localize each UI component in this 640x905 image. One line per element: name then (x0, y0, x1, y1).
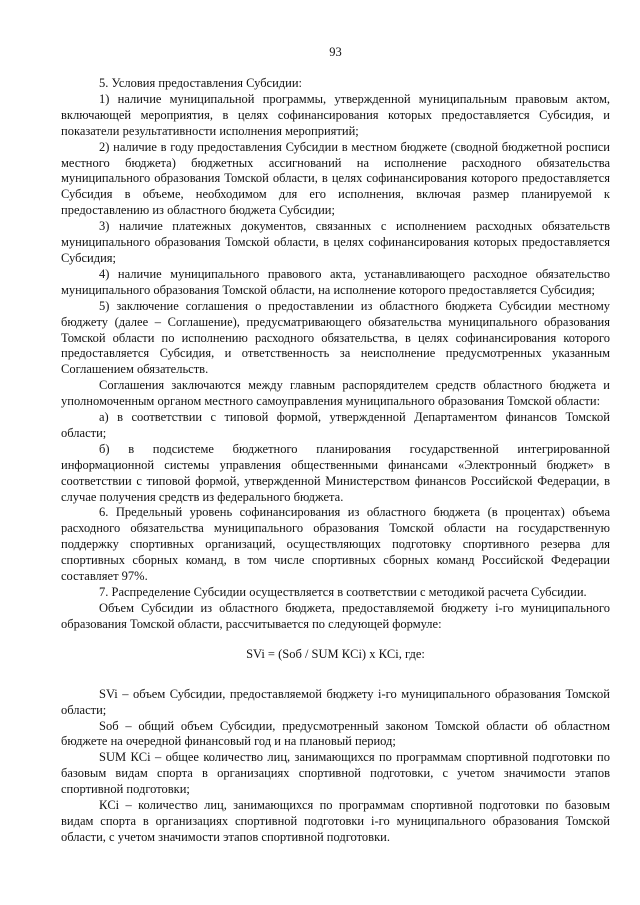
formula: SVi = (Sоб / SUM КCi) x КCi, где: (246, 646, 425, 661)
paragraph: 1) наличие муниципальной программы, утвержденной муниципальным правовым актом, включающей мероприятия, в целях софинансирования которых предоставляется Субсидия, и показатели результативности исполнения мероприятий; (61, 91, 610, 138)
definition: SUM КCi – общее количество лиц, занимающихся по программам спортивной подготовки по базовым видам спорта в организациях спортивной подготовки, с учетом значимости этапов спортивной подготовки; (61, 750, 610, 797)
paragraph: 3) наличие платежных документов, связанных с исполнением расходных обязательств муниципального образования Томской области, в целях софинансирования которых предоставляется Субсидия; (61, 219, 610, 265)
definition: КCi – количество лиц, занимающихся по программам спортивной подготовки по базовым видам спорта в организациях спортивной подготовки i-го муниципального образования Томской области, с учетом значимости этапов спортивной подготовки. (61, 798, 610, 844)
section-heading: 5. Условия предоставления Субсидии: (99, 76, 303, 90)
paragraph: 5) заключение соглашения о предоставлении из областного бюджета Субсидии местному бюджету (далее – Соглашение), предусматривающего обязательства муниципального образования Томской области по исполнению расходного обязательства, в целях софинансирования которого предоставляется Субсидия, и ответственность за неисполнение предусмотренных указанным Соглашением обязательств. (61, 298, 610, 377)
definition: Sоб – общий объем Субсидии, предусмотренный законом Томской области об областном бюджете на очередной финансовый год и на плановый период; (61, 718, 610, 749)
paragraph: 2) наличие в году предоставления Субсидии в местном бюджете (сводной бюджетной росписи местного бюджета) бюджетных ассигнований на исполнение расходного обязательства муниципального образования Томской области, в целях софинансирования которого предоставляется Субсидия в объеме, необходимом для его исполнения, включая размер планируемой к предоставлению из областного бюджета Субсидии; (61, 139, 610, 218)
paragraph: 7. Распределение Субсидии осуществляется в соответствии с методикой расчета Субсидии. (99, 585, 587, 599)
definition: SVi – объем Субсидии, предоставляемой бюджету i-го муниципального образования Томской области; (61, 686, 610, 717)
paragraph: Соглашения заключаются между главным распорядителем средств областного бюджета и уполномоченным органом местного самоуправления муниципального образования Томской области: (61, 378, 610, 409)
page-number: 93 (329, 45, 342, 59)
paragraph: 6. Предельный уровень софинансирования из областного бюджета (в процентах) объема расходного обязательства муниципального образования Томской области на государственную поддержку спортивных организаций, осуществляющих подготовку спортивного резерва для спортивных сборных команд, в том числе спортивных сборных команд Российской Федерации составляет 97%. (61, 505, 610, 584)
paragraph: б) в подсистеме бюджетного планирования государственной интегрированной информационной системы управления общественными финансами «Электронный бюджет» в соответствии с типовой формой, утвержденной Министерством финансов Российской Федерации, в случае получения средств из федерального бюджета. (61, 441, 610, 504)
paragraph: Объем Субсидии из областного бюджета, предоставляемой бюджету i-го муниципального образования Томской области, рассчитывается по следующей формуле: (61, 600, 610, 631)
paragraph: 4) наличие муниципального правового акта, устанавливающего расходное обязательство муниципального образования Томской области, на исполнение которого предоставляется Субсидия; (61, 266, 610, 297)
section-definitions (61, 687, 610, 846)
paragraph: а) в соответствии с типовой формой, утвержденной Департаментом финансов Томской области; (61, 410, 610, 440)
section-conditions (61, 76, 610, 633)
